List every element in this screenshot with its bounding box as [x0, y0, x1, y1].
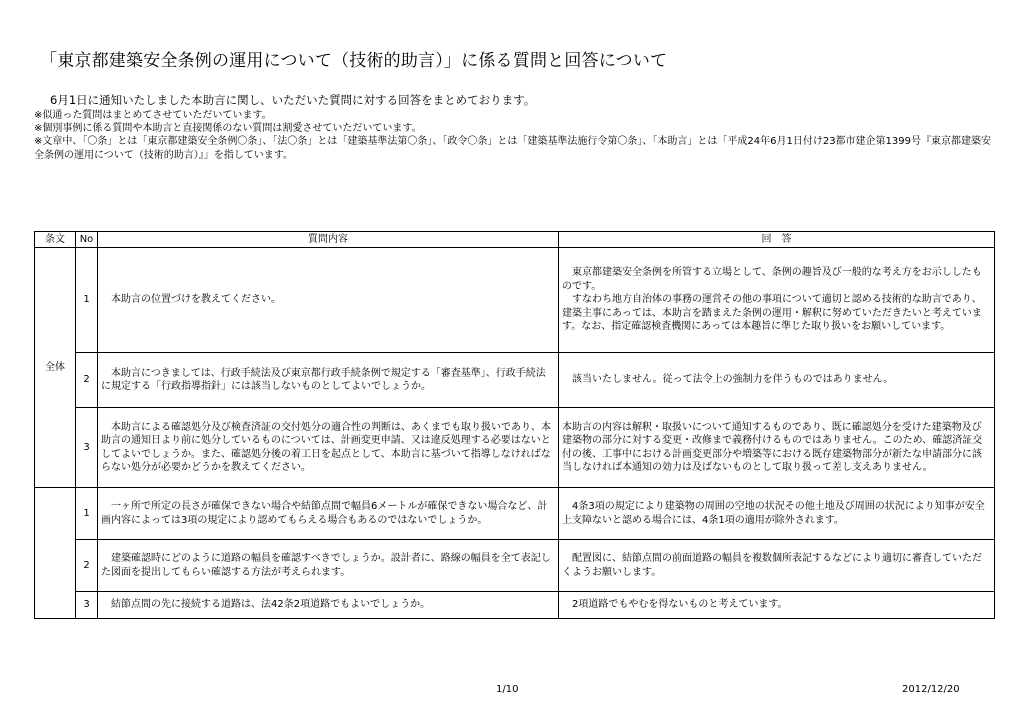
document-date: 2012/12/20: [902, 684, 960, 695]
notes: [34, 109, 994, 162]
table-row: [35, 488, 995, 540]
table-row: [35, 540, 995, 592]
table-row: [35, 248, 995, 353]
row-number: 2: [76, 540, 98, 592]
answer-cell: 東京都建築安全条例を所管する立場として、条例の趣旨及び一般的な考え方をお示ししたものです。 すなわち地方自治体の事務の運営その他の事項について適切と認める技術的な助言であり、建築主事にあっては、本助言を踏まえた条例の運用・解釈に努めていただきたいと考えています。なお、指定確認検査機関にあっては本趣旨に準じた取り扱いをお願いしています。: [559, 248, 995, 353]
answer-cell: 該当いたしません。従って法令上の強制力を伴うものではありません。: [559, 353, 995, 408]
document-title: 「東京都建築安全条例の運用について（技術的助言）」に係る質問と回答について: [40, 51, 668, 71]
row-number: 2: [76, 353, 98, 408]
question-cell: 本助言につきましては、行政手続法及び東京都行政手続条例で規定する「審査基準」、行政手続法に規定する「行政指導指針」には該当しないものとしてよいでしょうか。: [98, 353, 559, 408]
category-cell-blank: [35, 488, 76, 619]
row-number: 1: [76, 248, 98, 353]
question-cell: 本助言の位置づけを教えてください。: [98, 248, 559, 353]
header-no: No: [76, 232, 98, 248]
question-cell: 一ヶ所で所定の長さが確保できない場合や結節点間で幅員6メートルが確保できない場合など、計画内容によっては3項の規定により認めてもらえる場合もあるのではないでしょうか。: [98, 488, 559, 540]
answer-cell: 配置図に、結節点間の前面道路の幅員を複数個所表記するなどにより適切に審査していただくようお願いします。: [559, 540, 995, 592]
note-line: ※文章中、「〇条」とは「東京都建築安全条例〇条」、「法〇条」とは「建築基準法第〇条」、「政令〇条」とは「建築基準法施行令第〇条」、「本助言」とは「平成24年6月1日付け23都市建企第1399号『東京都建築安全条例の運用について（技術的助言）』」を指しています。: [34, 136, 992, 161]
answer-cell: 2項道路でもやむを得ないものと考えています。: [559, 592, 995, 619]
row-number: 1: [76, 488, 98, 540]
header-answer: 回 答: [559, 232, 995, 248]
table-row: [35, 408, 995, 488]
header-article: 条文: [35, 232, 76, 248]
row-number: 3: [76, 408, 98, 488]
answer-cell: 4条3項の規定により建築物の周囲の空地の状況その他土地及び周囲の状況により知事が安全上支障ないと認める場合には、4条1項の適用が除外されます。: [559, 488, 995, 540]
answer-cell: 本助言の内容は解釈・取扱いについて通知するものであり、既に確認処分を受けた建築物及び建築物の部分に対する変更・改修まで義務付けるものではありません。このため、確認済証交付の後、工事中における計画変更部分や増築等における既存建築物部分が新たな申請部分に該当しなければ本通知の効力は及ばないものとして取り扱って差し支えありません。: [559, 408, 995, 488]
note-line: ※似通った質問はまとめてさせていただいています。: [34, 110, 272, 121]
question-cell: 結節点間の先に接続する道路は、法42条2項道路でもよいでしょうか。: [98, 592, 559, 619]
table-row: [35, 592, 995, 619]
category-cell: 全体: [35, 248, 76, 488]
note-line: ※個別事例に係る質問や本助言と直接関係のない質問は割愛させていただいています。: [34, 123, 422, 135]
header-question: 質問内容: [98, 232, 559, 248]
row-number: 3: [76, 592, 98, 619]
qa-table: [34, 231, 995, 619]
intro-text: 6月1日に通知いたしました本助言に関し、いただいた質問に対する回答をまとめております。: [50, 93, 536, 107]
table-header-row: [35, 232, 995, 248]
question-cell: 本助言による確認処分及び検査済証の交付処分の適合性の判断は、あくまでも取り扱いであり、本助言の通知日より前に処分しているものについては、計画変更申請、又は違反処理する必要はないとしてよいでしょうか。また、確認処分後の着工日を起点として、本助言に基づいて指導しなければならない処分が必要かどうかを教えてください。: [98, 408, 559, 488]
question-cell: 建築確認時にどのように道路の幅員を確認すべきでしょうか。設計者に、路線の幅員を全て表記した図面を提出してもらい確認する方法が考えられます。: [98, 540, 559, 592]
table-row: [35, 353, 995, 408]
page-number: 1/10: [496, 684, 519, 695]
